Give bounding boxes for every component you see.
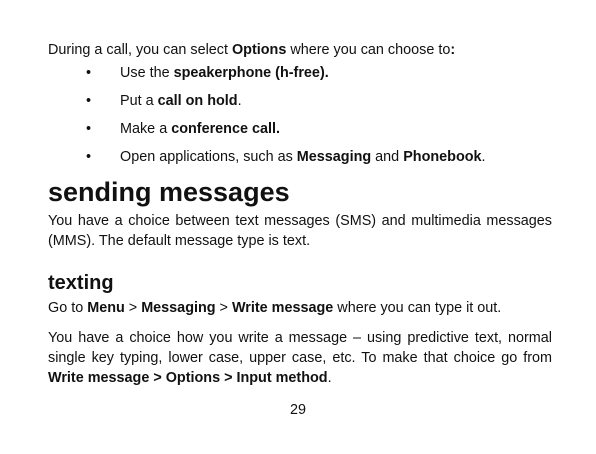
manual-page [48,40,552,388]
list-item: • Use the speakerphone (h-free). [86,65,329,81]
subsection-heading: texting [48,272,114,294]
bullet-icon: • [86,149,92,165]
texting-paragraph-2: You have a choice how you write a message – using predictive text, normal single key typing, lower case, upper case, etc. To make that choice go from Write message > Options > Input method. [48,330,552,386]
list-item: • Open applications, such as Messaging and Phonebook. [86,149,486,165]
call-options-list [48,63,552,167]
page-number: 29 [289,402,306,418]
bullet-icon: • [86,93,92,109]
bullet-icon: • [86,121,92,137]
list-item: • Put a call on hold. [86,93,242,109]
bullet-icon: • [86,65,92,81]
options-term: Options [231,42,287,58]
texting-paragraph-1: Go to Menu > Messaging > Write message where you can type it out. [48,300,502,316]
section-heading: sending messages [48,177,290,207]
section-body: You have a choice between text messages (SMS) and multimedia messages (MMS). The default message type is text. [48,213,552,249]
intro-paragraph: During a call, you can select Options where you can choose to: [48,42,456,58]
list-item: • Make a conference call. [86,121,280,137]
